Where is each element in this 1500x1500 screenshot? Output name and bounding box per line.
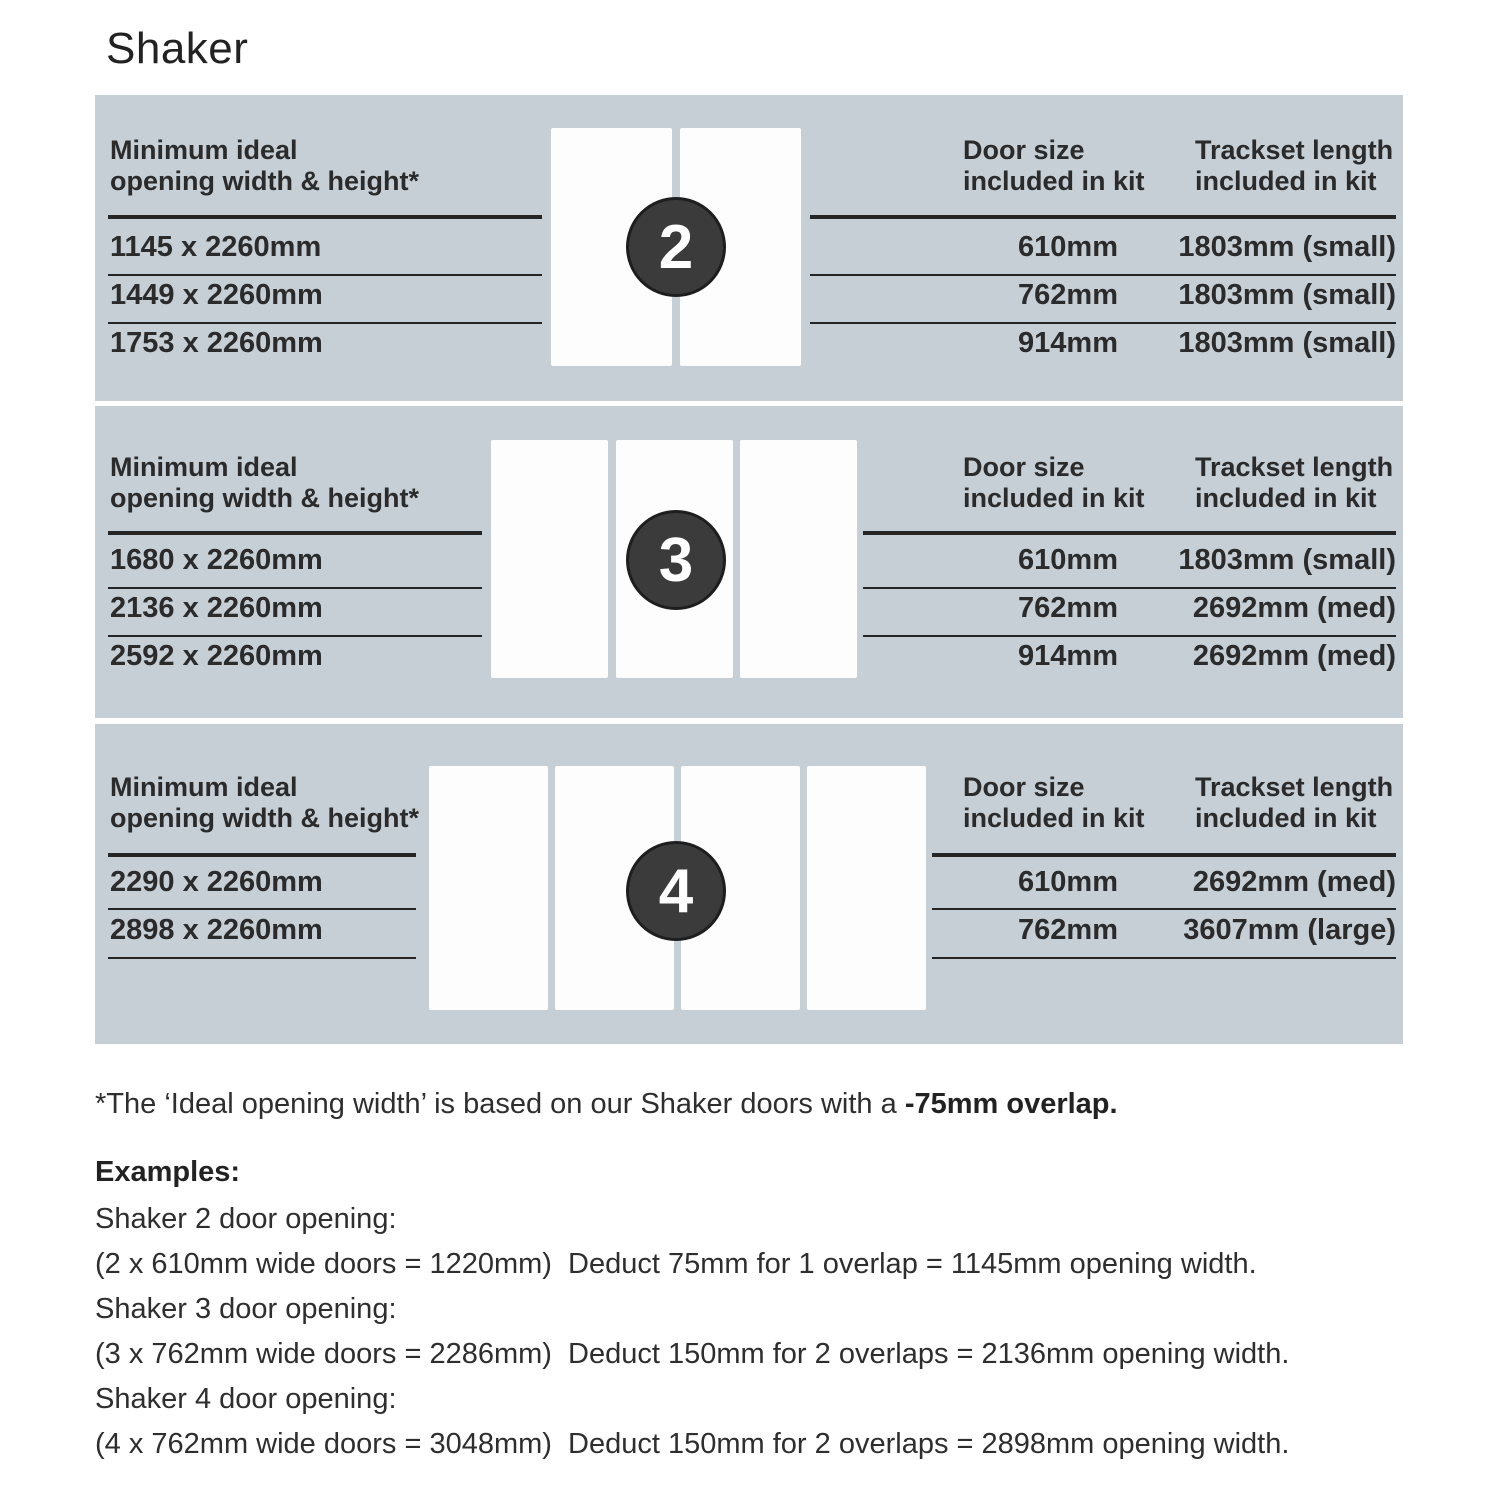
- door-illustration: [429, 766, 548, 1010]
- row-divider: [810, 322, 1396, 324]
- row-divider: [108, 957, 416, 959]
- opening-header-line1: Minimum ideal: [110, 772, 298, 802]
- example-label: Shaker 2 door opening:: [95, 1203, 397, 1235]
- door-size-value: 914mm: [1018, 640, 1118, 672]
- door-size-value: 914mm: [1018, 327, 1118, 359]
- trackset-header-line1: Trackset length: [1195, 135, 1394, 165]
- opening-size-value: 2898 x 2260mm: [110, 914, 323, 946]
- footnote-bold-text: -75mm overlap.: [904, 1088, 1118, 1120]
- trackset-length-value: 3607mm (large): [1183, 914, 1396, 946]
- row-divider: [108, 587, 482, 589]
- opening-size-value: 1145 x 2260mm: [110, 231, 322, 263]
- door-size-column-header: [963, 135, 1145, 197]
- opening-header-line1: Minimum ideal: [110, 135, 298, 165]
- door-size-value: 610mm: [1018, 231, 1118, 263]
- door-size-column-header: [963, 452, 1145, 514]
- example-detail: (2 x 610mm wide doors = 1220mm) Deduct 75mm for 1 overlap = 1145mm opening width.: [95, 1248, 1257, 1280]
- door-size-header-line2: included in kit: [963, 166, 1145, 196]
- door-size-header-line1: Door size: [963, 772, 1085, 802]
- row-divider: [108, 908, 416, 910]
- trackset-header-line2: included in kit: [1195, 483, 1377, 513]
- row-divider: [810, 274, 1396, 276]
- header-rule: [108, 853, 416, 857]
- trackset-length-value: 1803mm (small): [1178, 327, 1396, 359]
- example-detail: (3 x 762mm wide doors = 2286mm) Deduct 150mm for 2 overlaps = 2136mm opening width.: [95, 1338, 1290, 1370]
- trackset-header-line2: included in kit: [1195, 166, 1377, 196]
- example-detail: (4 x 762mm wide doors = 3048mm) Deduct 150mm for 2 overlaps = 2898mm opening width.: [95, 1428, 1290, 1460]
- example-label: Shaker 3 door opening:: [95, 1293, 397, 1325]
- opening-header-line2: opening width & height*: [110, 803, 419, 833]
- door-size-value: 762mm: [1018, 279, 1118, 311]
- door-illustration: [807, 766, 926, 1010]
- opening-size-value: 1449 x 2260mm: [110, 279, 323, 311]
- row-divider: [932, 908, 1396, 910]
- panel-2-door: [95, 95, 1403, 401]
- row-divider: [863, 635, 1396, 637]
- trackset-column-header: [1195, 135, 1393, 197]
- door-size-header-line1: Door size: [963, 452, 1085, 482]
- trackset-length-value: 2692mm (med): [1192, 592, 1396, 624]
- opening-column-header: [110, 452, 419, 514]
- door-size-column-header: [963, 772, 1145, 834]
- page-title: Shaker: [106, 24, 249, 73]
- header-rule: [108, 215, 542, 219]
- door-size-header-line2: included in kit: [963, 483, 1145, 513]
- examples-heading: Examples:: [95, 1156, 241, 1188]
- panel-4-door: [95, 724, 1403, 1044]
- door-size-value: 610mm: [1018, 866, 1118, 898]
- opening-header-line1: Minimum ideal: [110, 452, 298, 482]
- footnote-text: *The ‘Ideal opening width’ is based on our Shaker doors with a: [95, 1088, 905, 1120]
- opening-size-value: 1753 x 2260mm: [110, 327, 323, 359]
- trackset-length-value: 1803mm (small): [1178, 279, 1396, 311]
- door-illustration: [740, 440, 857, 678]
- door-size-header-line2: included in kit: [963, 803, 1145, 833]
- overlap-footnote: [95, 1088, 1118, 1121]
- door-illustration: [491, 440, 608, 678]
- trackset-length-value: 2692mm (med): [1192, 866, 1396, 898]
- row-divider: [108, 274, 542, 276]
- opening-header-line2: opening width & height*: [110, 166, 419, 196]
- door-count-badge: 3: [626, 510, 726, 610]
- opening-size-value: 2290 x 2260mm: [110, 866, 323, 898]
- header-rule: [108, 531, 482, 535]
- trackset-column-header: [1195, 772, 1393, 834]
- row-divider: [108, 635, 482, 637]
- door-count-badge: 2: [626, 197, 726, 297]
- trackset-length-value: 1803mm (small): [1178, 544, 1396, 576]
- trackset-header-line1: Trackset length: [1195, 452, 1394, 482]
- opening-header-line2: opening width & height*: [110, 483, 419, 513]
- header-rule: [810, 215, 1396, 219]
- row-divider: [932, 957, 1396, 959]
- example-label: Shaker 4 door opening:: [95, 1383, 397, 1415]
- opening-column-header: [110, 772, 419, 834]
- trackset-length-value: 1803mm (small): [1178, 231, 1396, 263]
- opening-size-value: 2592 x 2260mm: [110, 640, 323, 672]
- door-size-value: 762mm: [1018, 592, 1118, 624]
- door-size-value: 762mm: [1018, 914, 1118, 946]
- opening-size-value: 1680 x 2260mm: [110, 544, 323, 576]
- trackset-column-header: [1195, 452, 1393, 514]
- door-size-value: 610mm: [1018, 544, 1118, 576]
- row-divider: [108, 322, 542, 324]
- header-rule: [863, 531, 1396, 535]
- door-size-header-line1: Door size: [963, 135, 1085, 165]
- header-rule: [932, 853, 1396, 857]
- opening-size-value: 2136 x 2260mm: [110, 592, 323, 624]
- panel-3-door: [95, 406, 1403, 718]
- row-divider: [863, 587, 1396, 589]
- trackset-header-line1: Trackset length: [1195, 772, 1394, 802]
- door-count-badge: 4: [626, 841, 726, 941]
- trackset-header-line2: included in kit: [1195, 803, 1377, 833]
- trackset-length-value: 2692mm (med): [1192, 640, 1396, 672]
- opening-column-header: [110, 135, 419, 197]
